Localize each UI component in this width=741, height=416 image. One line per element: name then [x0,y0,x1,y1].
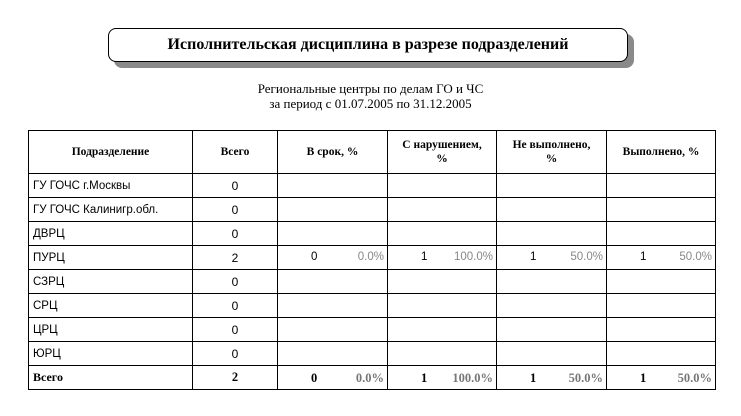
row-done [607,318,716,342]
summary-violated-percent: 100.0% [452,371,493,385]
row-unit-name: ЮРЦ [29,342,193,366]
row-total: 0 [193,198,278,222]
report-subtitle: Региональные центры по делам ГО и ЧС [257,81,484,96]
summary-not-done [497,366,607,390]
row-violated [388,318,497,342]
summary-not-done-percent: 50.0% [568,371,603,385]
col-header-violated-line2: % [436,153,448,165]
col-header-unit: Подразделение [29,131,193,174]
table-row [29,246,716,270]
row-on-time [278,318,388,342]
row-not-done [497,294,607,318]
done-count: 1 [640,251,647,263]
col-header-not-done [497,131,607,174]
row-done [607,270,716,294]
row-on-time [278,270,388,294]
summary-done-percent: 50.0% [677,371,712,385]
table-header-row [29,131,716,174]
summary-on-time-count: 0 [311,371,318,385]
row-violated [388,174,497,198]
discipline-table [28,130,716,390]
summary-on-time [278,366,388,390]
col-header-violated [388,131,497,174]
row-not-done [497,198,607,222]
col-header-not-done-line2: % [545,153,558,165]
summary-not-done-count: 1 [530,371,537,385]
table-row [29,294,716,318]
summary-total: 2 [193,366,278,390]
row-not-done [497,342,607,366]
row-unit-name: ГУ ГОЧС г.Москвы [29,174,193,198]
row-unit-name: ДВРЦ [29,222,193,246]
row-not-done [497,222,607,246]
row-violated [388,270,497,294]
row-on-time [278,174,388,198]
row-violated [388,294,497,318]
row-violated [388,198,497,222]
report-period: за период с 01.07.2005 по 31.12.2005 [269,96,472,111]
row-violated [388,222,497,246]
on-time-percent: 0.0% [357,251,384,263]
row-total: 0 [193,222,278,246]
row-on-time [278,294,388,318]
row-not-done [497,318,607,342]
col-header-violated-line1: С нарушением, [402,139,482,151]
report-title: Исполнительская дисциплина в разрезе подразделений [108,28,628,62]
row-on-time [278,246,388,270]
summary-row [29,366,716,390]
row-done [607,222,716,246]
row-unit-name: ЦРЦ [29,318,193,342]
summary-done-count: 1 [640,371,647,385]
row-done [607,294,716,318]
table-row [29,270,716,294]
row-not-done [497,246,607,270]
row-done [607,174,716,198]
row-total: 0 [193,318,278,342]
table-row [29,318,716,342]
row-on-time [278,342,388,366]
row-total: 0 [193,342,278,366]
row-unit-name: СЗРЦ [29,270,193,294]
row-total: 2 [193,246,278,270]
col-header-not-done-line1: Не выполнено, [512,139,591,151]
row-total: 0 [193,294,278,318]
summary-on-time-percent: 0.0% [355,371,384,385]
summary-violated-count: 1 [421,371,428,385]
done-percent: 50.0% [679,251,712,263]
row-done [607,198,716,222]
table-row [29,198,716,222]
row-total: 0 [193,270,278,294]
row-unit-name: ГУ ГОЧС Калинигр.обл. [29,198,193,222]
row-violated [388,246,497,270]
not-done-percent: 50.0% [570,251,603,263]
table-row [29,342,716,366]
report-title-box [108,28,634,68]
col-header-on-time: В срок, % [278,131,388,174]
on-time-count: 0 [311,251,318,263]
summary-label: Всего [29,366,193,390]
table-row [29,174,716,198]
row-not-done [497,174,607,198]
not-done-count: 1 [530,251,537,263]
row-on-time [278,222,388,246]
row-not-done [497,270,607,294]
violated-percent: 100.0% [453,251,493,263]
row-on-time [278,198,388,222]
row-violated [388,342,497,366]
row-unit-name: СРЦ [29,294,193,318]
violated-count: 1 [421,251,428,263]
table-row [29,222,716,246]
col-header-done: Выполнено, % [607,131,716,174]
col-header-total: Всего [193,131,278,174]
summary-done [607,366,716,390]
row-done [607,342,716,366]
row-total: 0 [193,174,278,198]
summary-violated [388,366,497,390]
row-done [607,246,716,270]
row-unit-name: ПУРЦ [29,246,193,270]
